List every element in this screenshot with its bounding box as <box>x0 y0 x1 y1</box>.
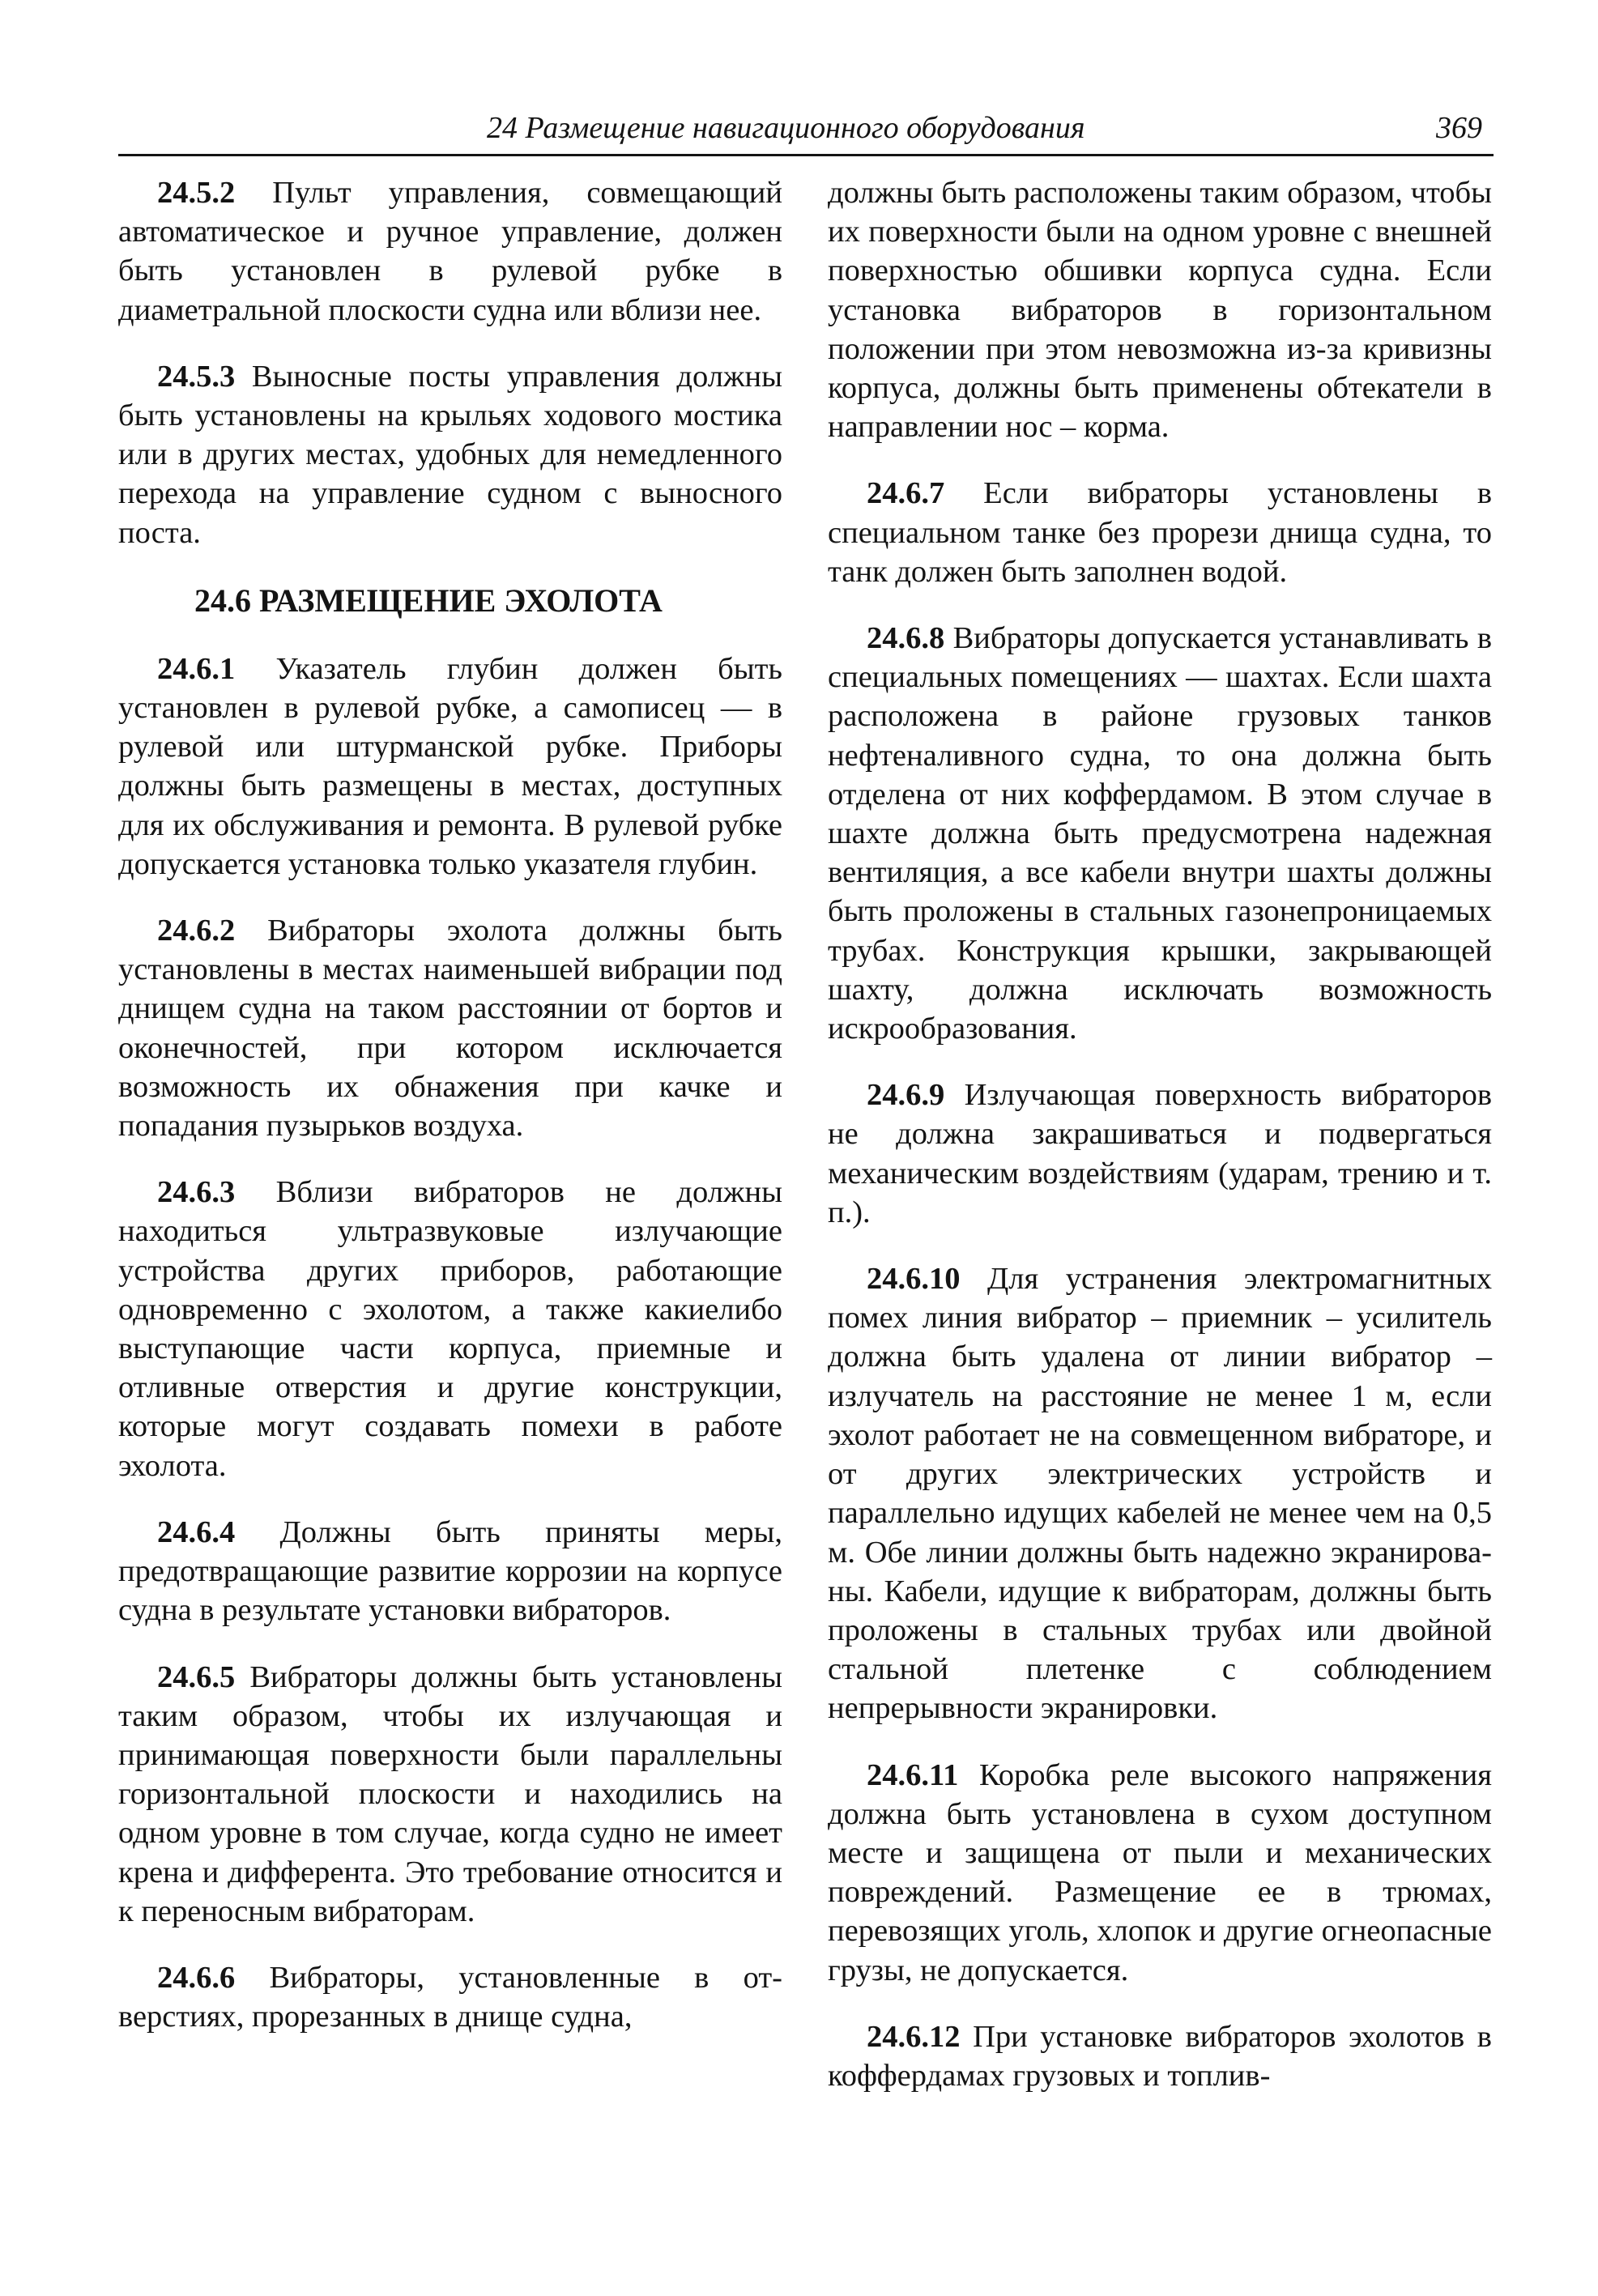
clause-number: 24.5.3 <box>157 359 236 394</box>
paragraph-24-6-3 <box>118 1173 782 1485</box>
clause-text: Вибраторы эхолота должны быть установлены в местах наименьшей вибрации под днищем судна на таком расстоянии от бортов и оконечностей, при котором исключается возможность их обнажения при качке и попадания пузырьков воздуха. <box>118 914 782 1144</box>
paragraph-24-6-10 <box>828 1259 1492 1727</box>
clause-number: 24.5.2 <box>157 176 236 210</box>
right-column <box>828 173 1492 2095</box>
clause-text: Вибраторы, установленные в отверстиях, прорезанных в днище судна, <box>118 1960 782 2034</box>
clause-text: Излучающая поверхность вибраторов не должна закрашиваться и подвергаться механическим воздействиям (ударам, трению и т. п.). <box>828 1078 1492 1229</box>
clause-number: 24.6.12 <box>867 2019 961 2054</box>
clause-text: Пульт управления, совмещающий автоматическое и ручное управление, должен быть установлен в рулевой рубке в диаметральной плоскости судна или вблизи нее. <box>118 176 782 327</box>
section-heading: 24.6 РАЗМЕЩЕНИЕ ЭХОЛОТА <box>194 581 663 619</box>
clause-text: При установке вибраторов эхолотов в коффердамах грузовых и топлив- <box>828 2019 1492 2093</box>
clause-number: 24.6.11 <box>867 1757 959 1792</box>
left-column <box>118 173 782 2036</box>
clause-text: Указатель глубин должен быть установлен в рулевой рубке, а самописец — в рулевой или штурманской рубке. Приборы должны быть размещены в местах, доступных для их обслуживания и ремонта. В рулевой рубке допускается установка только указателя глубин. <box>118 651 782 881</box>
paragraph-24-5-3 <box>118 357 782 552</box>
clause-number: 24.6.8 <box>867 621 945 656</box>
paragraph-24-6-7 <box>828 474 1492 591</box>
clause-number: 24.6.7 <box>867 476 945 511</box>
paragraph-24-5-2 <box>118 173 782 330</box>
clause-number: 24.6.3 <box>157 1175 236 1210</box>
paragraph-continuation <box>828 173 1492 446</box>
paragraph-24-6-4 <box>118 1513 782 1630</box>
clause-text: должны быть расположены таким образом, чтобы их поверхности были на одном уровне с внешней поверхностью обшивки корпуса судна. Если установка вибраторов в горизонтальном положении при этом невозможна из-за кривизны корпуса, должны быть применены обтекатели в направлении нос – корма. <box>828 176 1492 445</box>
clause-text: Для устранения электромагнитных помех линия вибратор – приемник – усилитель должна быть удалена от линии вибратор – излучатель на расстояние не менее 1 м, если эхолот работает не на совмещенном вибраторе, и от других электрических устройств и параллельно идущих кабелей не менее чем на 0,5 м. Обе линии должны быть надежно экранированы. Кабели, идущие к вибраторам, должны быть проложены в стальных трубах или двойной стальной плетенке с соблюдением непрерывности экранировки. <box>828 1262 1492 1726</box>
clause-number: 24.6.10 <box>867 1262 961 1297</box>
paragraph-24-6-12 <box>828 2017 1492 2095</box>
clause-number: 24.6.6 <box>157 1960 236 1995</box>
chapter-title: 24 Размещение навигационного оборудования <box>487 111 1085 145</box>
clause-text: Вибраторы должны быть установлены таким образом, чтобы их излучающая и принимающая поверхности были параллельны горизонтальной плоскости и находились на одном уровне в том случае, когда судно не имеет крена и дифферента. Это требование относится и к переносным вибраторам. <box>118 1659 782 1928</box>
paragraph-24-6-9 <box>828 1076 1492 1232</box>
clause-number: 24.6.9 <box>867 1078 945 1113</box>
clause-text: Вблизи вибраторов не должны находиться ультразвуковые излучающие устройства других приборов, работающие одновременно с эхолотом, а также какиелибо выступающие части корпуса, приемные и отливные отверстия и другие конструкции, которые могут создавать помехи в работе эхолота. <box>118 1175 782 1483</box>
clause-text: Коробка реле высокого напряжения должна быть установлена в сухом доступном месте и защищена от пыли и механических повреждений. Размещение ее в трюмах, перевозящих уголь, хлопок и другие огнеопасные грузы, не допускается. <box>828 1757 1492 1987</box>
paragraph-24-6-5 <box>118 1658 782 1931</box>
clause-text: Должны быть приняты меры, предотвращающие развитие коррозии на корпусе судна в результате установки вибраторов. <box>118 1514 782 1628</box>
clause-text: Если вибраторы установлены в специальном танке без прорези днища судна, то танк должен быть заполнен водой. <box>828 476 1492 589</box>
paragraph-24-6-11 <box>828 1756 1492 1990</box>
paragraph-24-6-6 <box>118 1958 782 2036</box>
clause-number: 24.6.4 <box>157 1514 236 1549</box>
paragraph-24-6-8 <box>828 619 1492 1048</box>
running-header <box>118 105 1494 156</box>
clause-number: 24.6.5 <box>157 1659 236 1694</box>
clause-text: Вибраторы допускается устанавливать в специальных помещениях — шахтах. Если шахта расположена в районе грузовых танков нефтеналивного судна, то она должна быть отделена от них коффердамом. В этом случае в шахте должна быть предусмотрена надежная вентиляция, а все кабели внутри шахты должны быть проложены в стальных газонепроницаемых трубах. Конструкция крышки, закрывающей шахту, должна исключать возможность искрообразования. <box>828 621 1492 1046</box>
clause-number: 24.6.2 <box>157 914 236 948</box>
page-number: 369 <box>1436 111 1482 145</box>
paragraph-24-6-1 <box>118 650 782 884</box>
clause-text: Выносные посты управления должны быть установлены на крыльях ходового мостика или в других местах, удобных для немедленного перехода на управление судном с выносного поста. <box>118 359 782 550</box>
clause-number: 24.6.1 <box>157 651 236 686</box>
paragraph-24-6-2 <box>118 911 782 1145</box>
